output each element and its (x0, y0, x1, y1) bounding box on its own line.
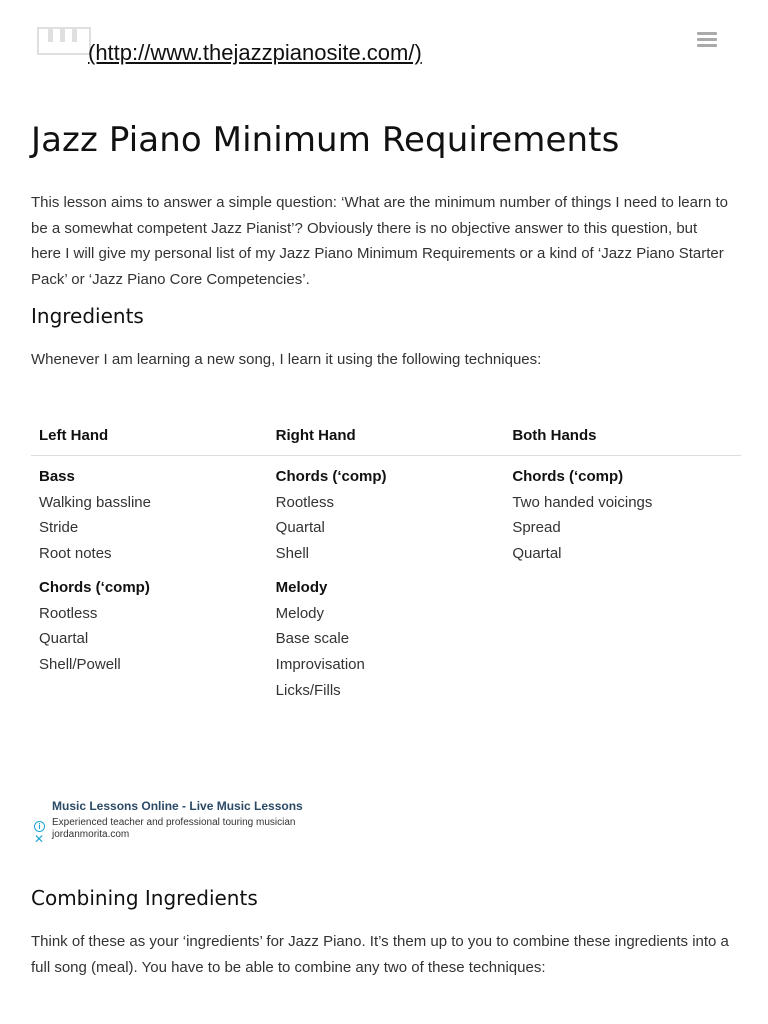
cell-item: Rootless (39, 604, 98, 622)
ad-banner[interactable] (30, 796, 303, 852)
combining-heading: Combining Ingredients (31, 886, 258, 910)
cell-heading: Chords (‘comp) (512, 468, 624, 485)
cell-item: Quartal (512, 545, 562, 563)
intro-paragraph: This lesson aims to answer a simple question: ‘What are the minimum number of things I need to learn to be a somewhat competent Jazz Pianist’? Obviously there is no objective answer to this question, but here I will give my personal list of my Jazz Piano Minimum Requirements or a kind of ‘Jazz Piano Starter Pack’ or ‘Jazz Piano Core Competencies’. (31, 194, 728, 288)
table-cell (268, 567, 505, 704)
table-cell (31, 456, 268, 567)
ingredients-text: Whenever I am learning a new song, I learn it using the following techniques: (31, 351, 542, 368)
cell-item: Base scale (275, 630, 350, 648)
table-row (31, 456, 741, 567)
cell-item: Licks/Fills (275, 681, 341, 699)
cell-heading: Bass (39, 468, 75, 485)
table-row (31, 567, 741, 704)
cell-item: Spread (512, 519, 561, 537)
cell-item: Two handed voicings (512, 493, 653, 511)
ingredients-heading: Ingredients (31, 304, 144, 328)
cell-heading: Melody (275, 578, 328, 596)
hamburger-menu-icon[interactable] (697, 32, 717, 50)
info-icon[interactable]: i (34, 821, 45, 832)
cell-item: Melody (275, 604, 325, 622)
table-cell (31, 567, 268, 704)
piano-logo-icon[interactable] (36, 20, 92, 62)
site-header (0, 0, 768, 90)
cell-item: Improvisation (275, 655, 365, 673)
ad-domain[interactable]: jordanmorita.com (52, 829, 130, 840)
column-header-left-hand: Left Hand (31, 423, 268, 456)
table-cell (504, 456, 741, 567)
cell-item: Quartal (39, 630, 89, 648)
cell-item: Root notes (39, 545, 112, 563)
cell-item: Rootless (275, 493, 335, 511)
ad-description[interactable]: Experienced teacher and professional touring musician (52, 817, 296, 828)
techniques-table (31, 423, 741, 703)
close-icon[interactable]: ✕ (34, 832, 45, 846)
column-header-right-hand: Right Hand (268, 423, 505, 456)
table-cell (504, 567, 741, 704)
cell-heading: Chords (‘comp) (275, 468, 387, 485)
combining-text: Think of these as your ‘ingredients’ for Jazz Piano. It’s them up to you to combine these ingredients into a full song (meal). You have to be able to combine any two of these techniques: (31, 933, 729, 976)
cell-item: Stride (39, 519, 79, 537)
ad-title[interactable]: Music Lessons Online - Live Music Lessons (52, 799, 303, 813)
table-cell (268, 456, 505, 567)
cell-item: Walking bassline (39, 493, 151, 511)
column-header-both-hands: Both Hands (504, 423, 741, 456)
page-title: Jazz Piano Minimum Requirements (31, 120, 620, 160)
cell-item: Shell (275, 545, 310, 563)
table-header-row (31, 423, 741, 456)
cell-item: Shell/Powell (39, 655, 121, 673)
cell-item: Quartal (275, 519, 325, 537)
site-home-link[interactable]: (http://www.thejazzpianosite.com/) (88, 40, 422, 65)
cell-heading: Chords (‘comp) (39, 578, 150, 596)
